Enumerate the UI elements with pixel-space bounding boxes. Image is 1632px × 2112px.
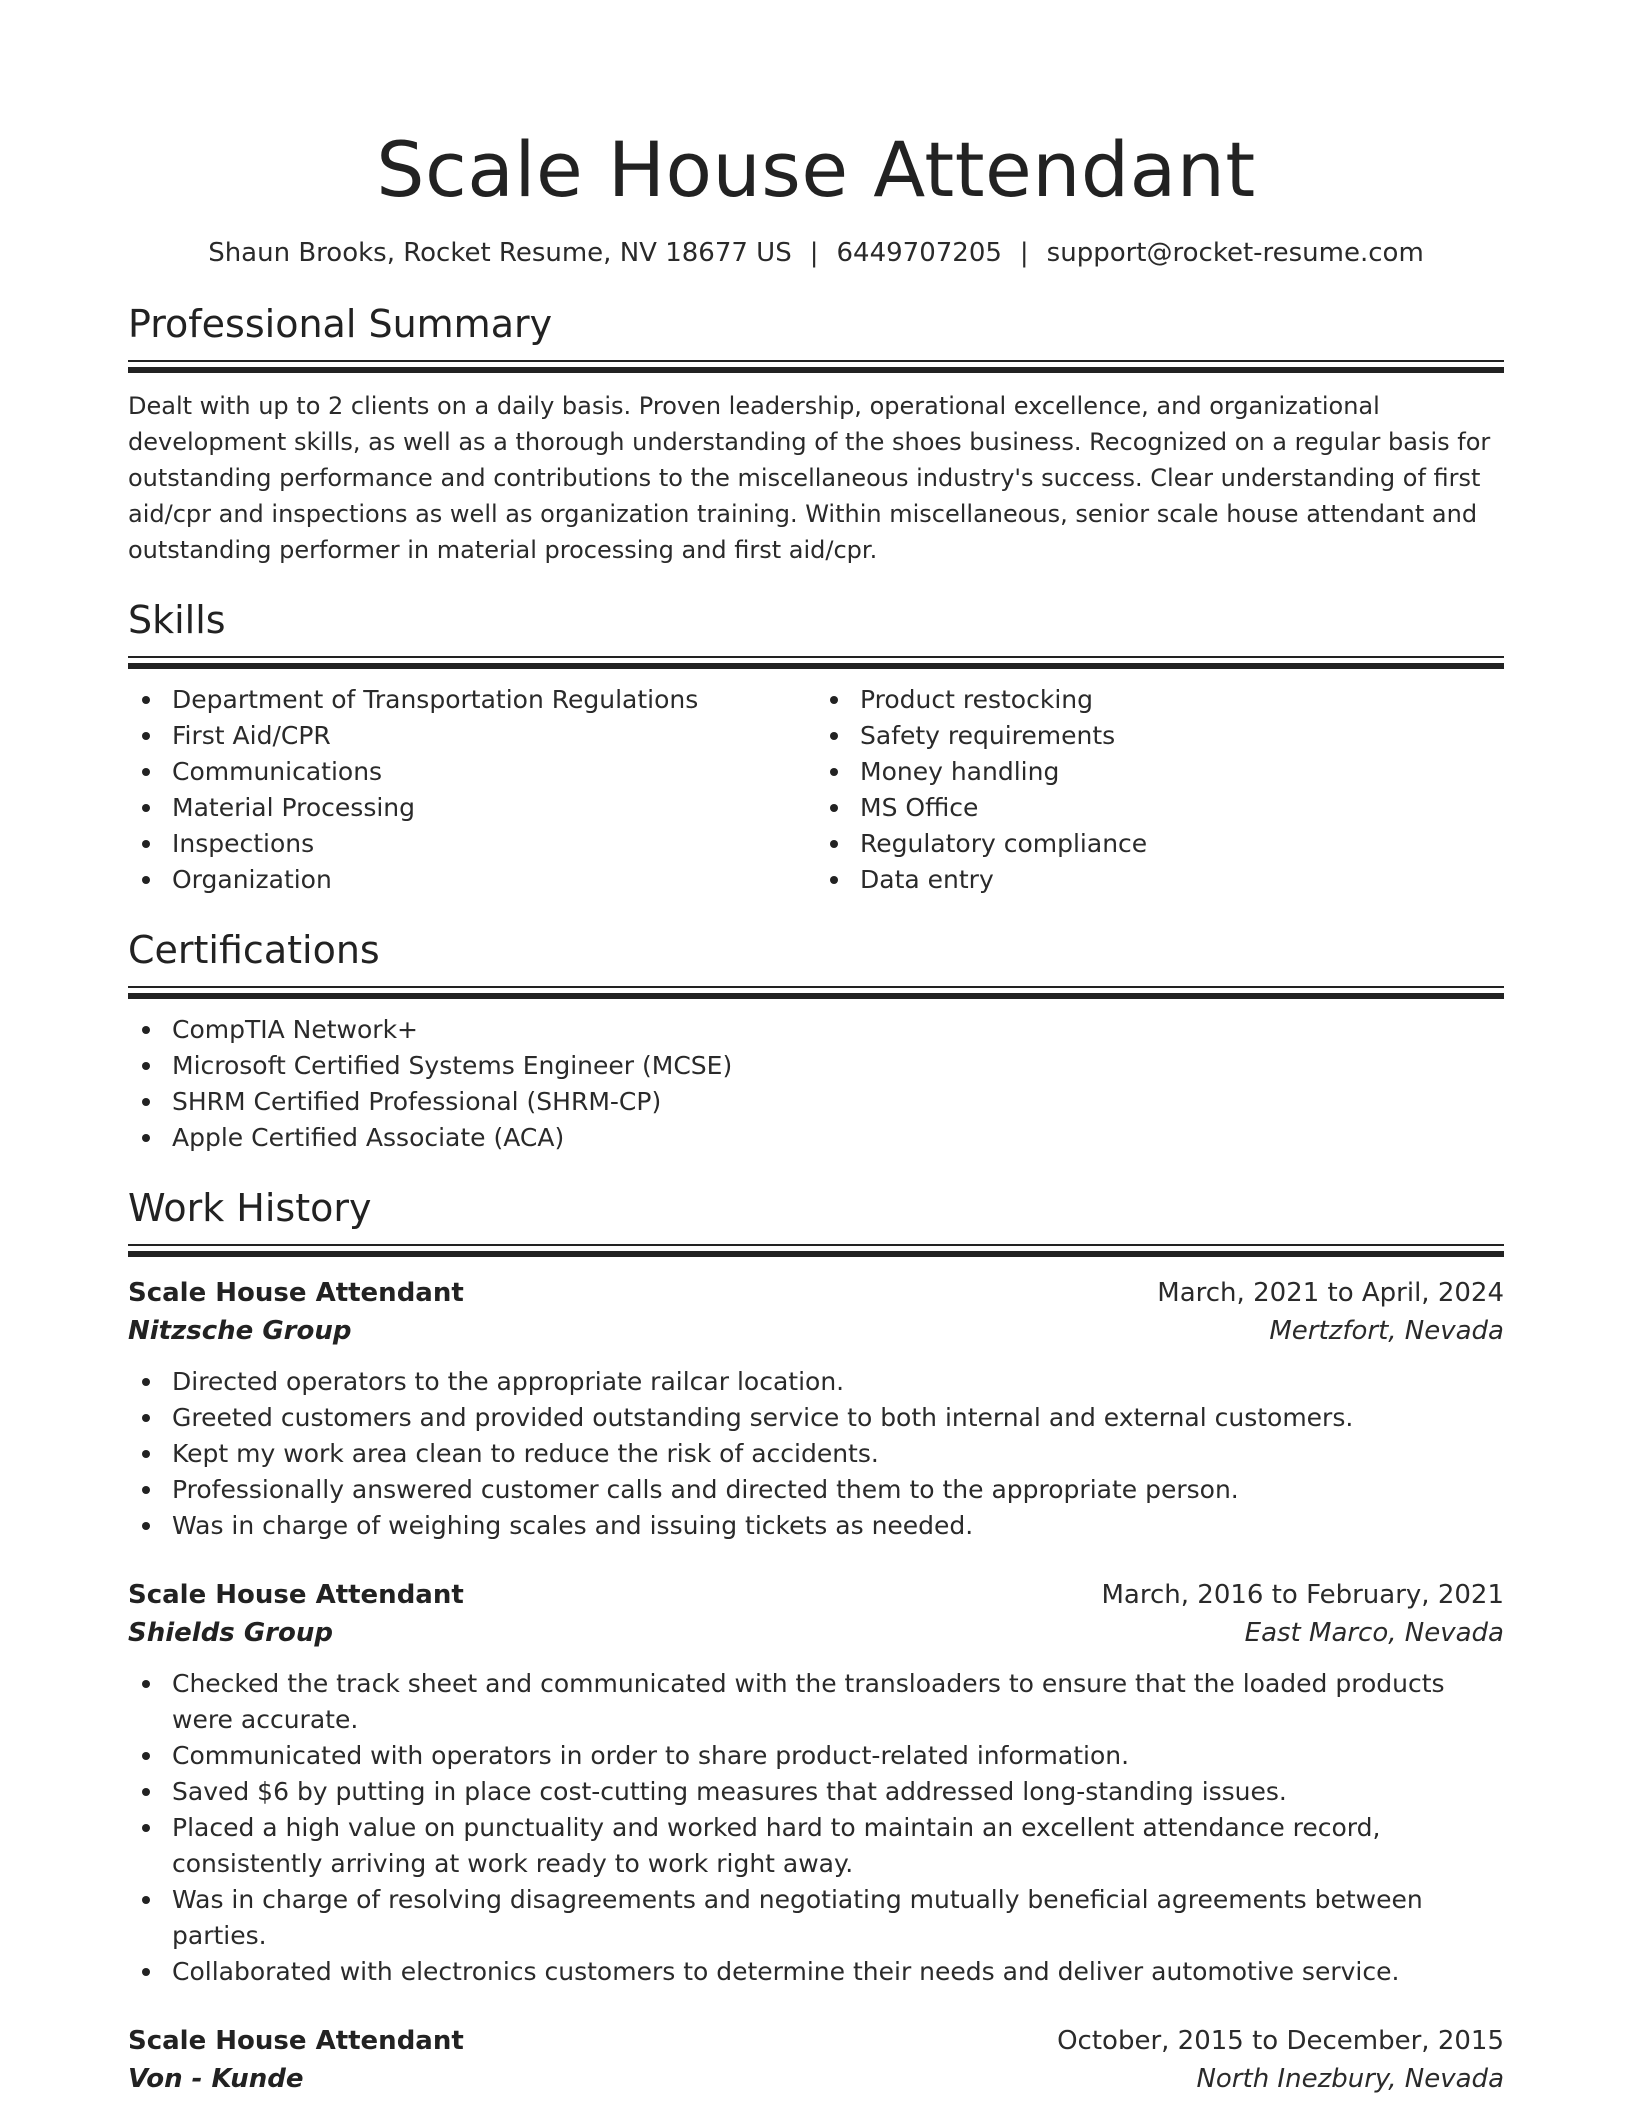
job-bullet: Collaborated with electronics customers to determine their needs and deliver automotive service. [128,1954,1504,1990]
skill-item: MS Office [816,790,1504,826]
job-location: East Marco, Nevada [1244,1618,1504,1648]
skill-item: Department of Transportation Regulations [128,682,816,718]
section-divider [128,360,1504,374]
certification-item: CompTIA Network+ [128,1012,1504,1048]
summary-text: Dealt with up to 2 clients on a daily basis. Proven leadership, operational excellence, and organizational development skills, as well as a thorough understanding of the shoes business. Recognized on a regular basis for outstanding performance and contributions to the miscellaneous industry's success. Clear understanding of first aid/cpr and inspections as well as organization training. Within miscellaneous, senior scale house attendant and outstanding performer in material processing and first aid/cpr. [128,392,1491,564]
job-header [128,2022,1504,2060]
job-entry [128,1274,1504,1544]
job-entry [128,2022,1504,2098]
certifications-section [128,926,1504,1156]
skill-item: Communications [128,754,816,790]
job-bullet: Directed operators to the appropriate railcar location. [128,1364,1504,1400]
certification-item: Apple Certified Associate (ACA) [128,1120,1504,1156]
skill-item: Regulatory compliance [816,826,1504,862]
skills-grid [128,682,1504,898]
skill-item: Data entry [816,862,1504,898]
job-bullet: Saved $6 by putting in place cost-cutting measures that addressed long-standing issues. [128,1774,1504,1810]
skill-item: Organization [128,862,816,898]
job-header [128,1576,1504,1614]
skills-list-right [816,682,1504,898]
skill-item: Product restocking [816,682,1504,718]
certifications-list [128,1012,1504,1156]
job-dates: March, 2021 to April, 2024 [1157,1278,1504,1308]
section-divider [128,1244,1504,1258]
skills-list-left [128,682,816,898]
job-subheader [128,1614,1504,1652]
job-bullet: Was in charge of weighing scales and issuing tickets as needed. [128,1508,1504,1544]
skill-item: Material Processing [128,790,816,826]
job-bullet: Communicated with operators in order to share product-related information. [128,1738,1504,1774]
section-divider [128,656,1504,670]
job-bullet: Placed a high value on punctuality and worked hard to maintain an excellent attendance record, consistently arriving at work ready to work right away. [128,1810,1504,1882]
job-location: North Inezbury, Nevada [1196,2064,1504,2094]
job-header [128,1274,1504,1312]
job-company: Von - Kunde [128,2064,304,2094]
job-bullet: Professionally answered customer calls and directed them to the appropriate person. [128,1472,1504,1508]
job-location: Mertzfort, Nevada [1269,1316,1504,1346]
section-divider [128,986,1504,1000]
work-history-section [128,1184,1504,2098]
contact-line [128,236,1504,270]
skill-item: First Aid/CPR [128,718,816,754]
job-dates: March, 2016 to February, 2021 [1101,1580,1504,1610]
certification-item: SHRM Certified Professional (SHRM-CP) [128,1084,1504,1120]
contact-phone: 6449707205 [836,238,1002,268]
skill-item: Safety requirements [816,718,1504,754]
job-company: Shields Group [128,1618,333,1648]
job-bullet: Kept my work area clean to reduce the risk of accidents. [128,1436,1504,1472]
contact-separator: | [1019,238,1029,268]
job-title: Scale House Attendant [128,1278,464,1308]
job-bullet: Checked the track sheet and communicated with the transloaders to ensure that the loaded products were accurate. [128,1666,1504,1738]
summary-section [128,300,1504,568]
section-heading-work-history: Work History [128,1186,372,1230]
contact-address: Shaun Brooks, Rocket Resume, NV 18677 US [208,238,792,268]
section-heading-certifications: Certifications [128,928,380,972]
job-bullets [128,1666,1504,1990]
job-company: Nitzsche Group [128,1316,352,1346]
certification-item: Microsoft Certified Systems Engineer (MCSE) [128,1048,1504,1084]
job-subheader [128,1312,1504,1350]
job-title: Scale House Attendant [128,2026,464,2056]
section-heading-skills: Skills [128,598,226,642]
job-dates: October, 2015 to December, 2015 [1057,2026,1504,2056]
job-entry [128,1576,1504,1990]
skills-section [128,596,1504,898]
contact-separator: | [809,238,819,268]
resume-title: Scale House Attendant [376,125,1256,214]
job-bullet: Greeted customers and provided outstanding service to both internal and external customers. [128,1400,1504,1436]
skill-item: Money handling [816,754,1504,790]
job-subheader [128,2060,1504,2098]
job-bullet: Was in charge of resolving disagreements and negotiating mutually beneficial agreements between parties. [128,1882,1504,1954]
job-title: Scale House Attendant [128,1580,464,1610]
contact-email[interactable]: support@rocket-resume.com [1046,238,1424,268]
job-bullets [128,1364,1504,1544]
skill-item: Inspections [128,826,816,862]
section-heading-summary: Professional Summary [128,302,553,346]
